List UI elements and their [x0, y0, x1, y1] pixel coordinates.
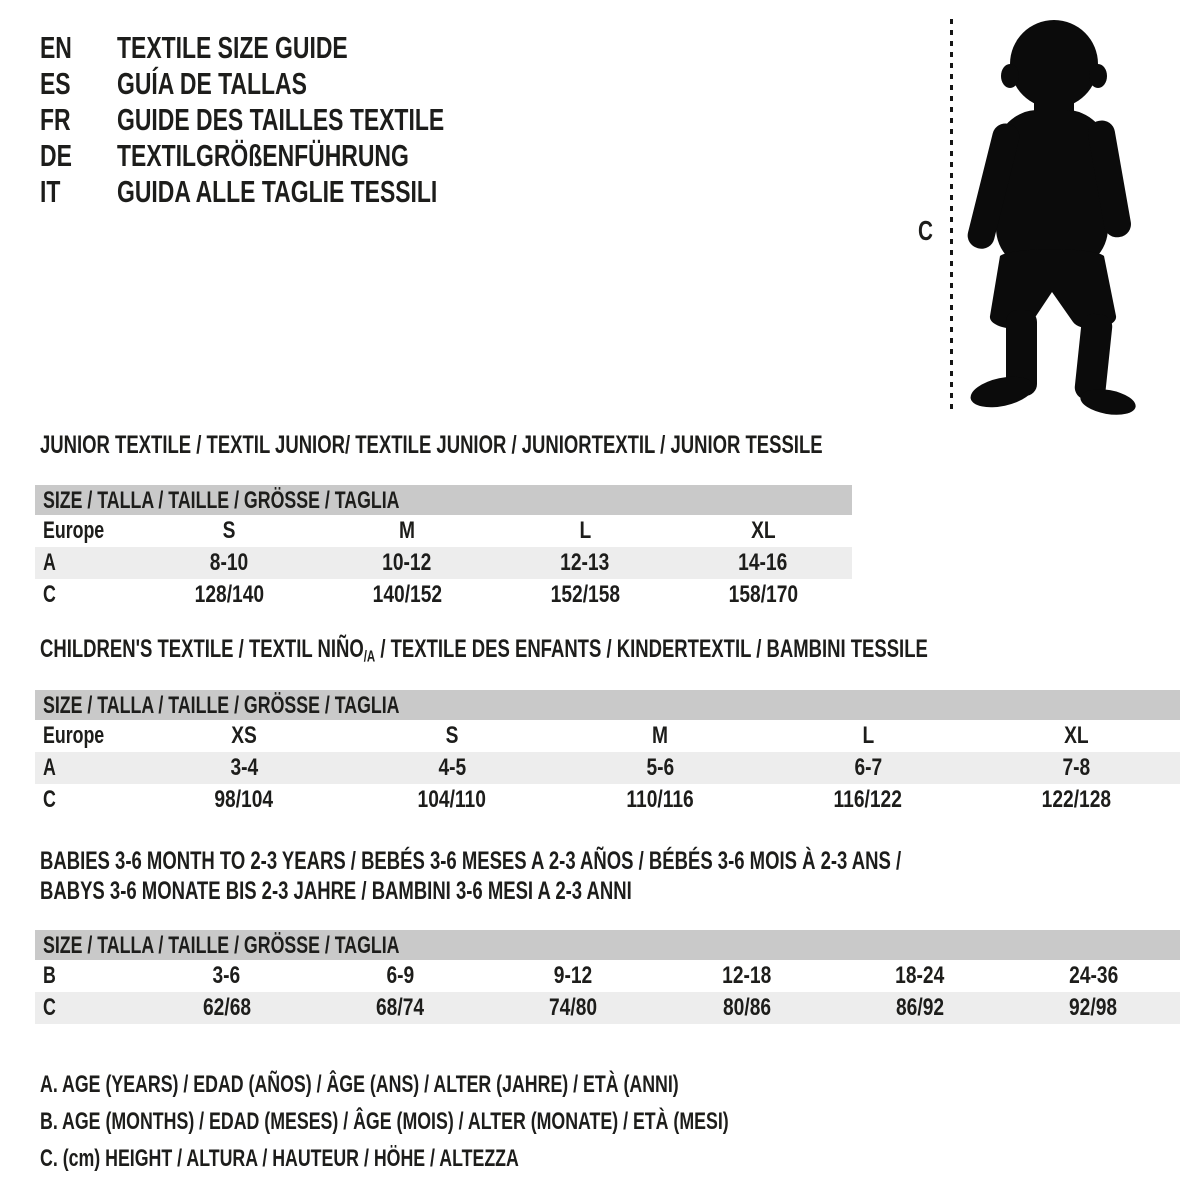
language-title-text: TEXTILGRÖßENFÜHRUNG	[117, 138, 409, 173]
table-row	[35, 960, 1180, 992]
language-title	[117, 102, 559, 138]
row-label: A	[43, 549, 56, 576]
row-label: C	[43, 994, 56, 1021]
size-cell: 92/98	[1069, 994, 1118, 1021]
language-list	[40, 30, 559, 210]
junior-section-title-text: JUNIOR TEXTILE / TEXTIL JUNIOR/ TEXTILE JUNIOR / JUNIORTEXTIL / JUNIOR TESSILE	[40, 431, 823, 459]
height-figure	[900, 10, 1180, 425]
size-cell: 6-9	[386, 962, 414, 989]
size-cell: 14-16	[738, 549, 788, 576]
size-cell: 98/104	[214, 786, 274, 813]
babies-title-line1: BABIES 3-6 MONTH TO 2-3 YEARS / BEBÉS 3-6 MESES A 2-3 AÑOS / BÉBÉS 3-6 MOIS À 2-3 ANS /	[40, 847, 902, 875]
language-code	[40, 66, 117, 102]
height-label-c: C	[918, 215, 933, 246]
size-cell: 74/80	[549, 994, 598, 1021]
row-label: Europe	[43, 722, 105, 749]
table-row	[35, 515, 852, 547]
language-title-text: GUÍA DE TALLAS	[117, 66, 307, 101]
size-cell: 4-5	[438, 754, 466, 781]
language-code-text: EN	[40, 30, 72, 65]
size-cell: 68/74	[375, 994, 425, 1021]
size-cell: 140/152	[372, 581, 442, 608]
table-row	[35, 752, 1180, 784]
babies-size-table	[35, 930, 1180, 1024]
language-code-text: DE	[40, 138, 72, 173]
size-cell: 5-6	[646, 754, 674, 781]
size-cell: 10-12	[382, 549, 432, 576]
size-header-bar	[35, 930, 1180, 960]
language-row	[40, 174, 559, 210]
language-title	[117, 30, 429, 66]
size-cell: 128/140	[194, 581, 264, 608]
size-cell: 116/122	[833, 786, 903, 813]
language-code	[40, 138, 117, 174]
size-cell: 12-13	[560, 549, 610, 576]
language-title	[117, 138, 511, 174]
size-cell: S	[445, 722, 459, 749]
size-header-text: SIZE / TALLA / TAILLE / GRÖSSE / TAGLIA	[43, 487, 400, 514]
size-header-bar	[35, 690, 1180, 720]
size-cell: XL	[750, 517, 776, 544]
size-cell: 6-7	[854, 754, 882, 781]
row-label: C	[43, 581, 56, 608]
size-cell: L	[862, 722, 874, 749]
size-header-bar	[35, 485, 852, 515]
children-size-table	[35, 690, 1180, 816]
title-subscript: /A	[363, 648, 376, 666]
size-cell: 8-10	[209, 549, 249, 576]
language-row	[40, 30, 559, 66]
language-title-text: GUIDE DES TAILLES TEXTILE	[117, 102, 445, 137]
language-title	[117, 174, 550, 210]
language-code	[40, 174, 117, 210]
size-cell: L	[579, 517, 591, 544]
size-cell: 3-6	[212, 962, 241, 989]
size-cell: 86/92	[895, 994, 944, 1021]
legend-line-height-cm: C. (cm) HEIGHT / ALTURA / HAUTEUR / HÖHE / ALTEZZA	[40, 1145, 519, 1172]
legend	[40, 1066, 971, 1177]
size-cell: 158/170	[728, 581, 798, 608]
size-cell: M	[399, 517, 415, 544]
table-row	[35, 547, 852, 579]
size-cell: 104/110	[417, 786, 487, 813]
size-cell: 110/116	[626, 786, 694, 813]
legend-line-age-months: B. AGE (MONTHS) / EDAD (MESES) / ÂGE (MOIS) / ALTER (MONATE) / ETÀ (MESI)	[40, 1108, 729, 1135]
table-row	[35, 992, 1180, 1024]
language-row	[40, 102, 559, 138]
size-header-text: SIZE / TALLA / TAILLE / GRÖSSE / TAGLIA	[43, 692, 400, 719]
language-row	[40, 66, 559, 102]
babies-section-title	[40, 846, 1200, 906]
language-code-text: IT	[40, 174, 61, 209]
row-label: A	[43, 754, 56, 781]
size-cell: 24-36	[1068, 962, 1118, 989]
language-title	[117, 66, 374, 102]
language-code	[40, 30, 117, 66]
size-cell: XL	[1063, 722, 1089, 749]
toddler-silhouette-icon	[966, 18, 1136, 415]
size-cell: 7-8	[1062, 754, 1090, 781]
language-code	[40, 102, 117, 138]
table-row	[35, 720, 1180, 752]
size-cell: 9-12	[554, 962, 593, 989]
babies-title-line2: BABYS 3-6 MONATE BIS 2-3 JAHRE / BAMBINI 3-6 MESI A 2-3 ANNI	[40, 877, 632, 905]
size-cell: XS	[231, 722, 257, 749]
size-cell: 80/86	[722, 994, 771, 1021]
size-cell: 152/158	[550, 581, 620, 608]
language-code-text: FR	[40, 102, 71, 137]
table-row	[35, 784, 1180, 816]
size-cell: 3-4	[230, 754, 258, 781]
language-row	[40, 138, 559, 174]
children-section-title	[40, 636, 1200, 670]
legend-line-age-years: A. AGE (YEARS) / EDAD (AÑOS) / ÂGE (ANS) / ALTER (JAHRE) / ETÀ (ANNI)	[40, 1071, 679, 1098]
size-header-text: SIZE / TALLA / TAILLE / GRÖSSE / TAGLIA	[43, 932, 400, 959]
language-code-text: ES	[40, 66, 71, 101]
size-cell: 18-24	[895, 962, 945, 989]
junior-section-title	[40, 432, 1098, 458]
size-cell: 12-18	[722, 962, 772, 989]
row-label: C	[43, 786, 56, 813]
height-dashed-line	[950, 19, 953, 415]
size-cell: M	[652, 722, 668, 749]
size-cell: S	[222, 517, 236, 544]
row-label: Europe	[43, 517, 105, 544]
junior-size-table	[35, 485, 852, 611]
language-title-text: TEXTILE SIZE GUIDE	[117, 30, 348, 65]
size-cell: 122/128	[1041, 786, 1111, 813]
size-cell: 62/68	[202, 994, 251, 1021]
table-row	[35, 579, 852, 611]
language-title-text: GUIDA ALLE TAGLIE TESSILI	[117, 174, 438, 209]
children-section-title-text: CHILDREN'S TEXTILE / TEXTIL $NIÑO_{/A}$ / TEXTILE DES ENFANTS / KINDERTEXTIL / BAMBINI TESSILE	[40, 635, 928, 666]
row-label: B	[43, 962, 56, 989]
